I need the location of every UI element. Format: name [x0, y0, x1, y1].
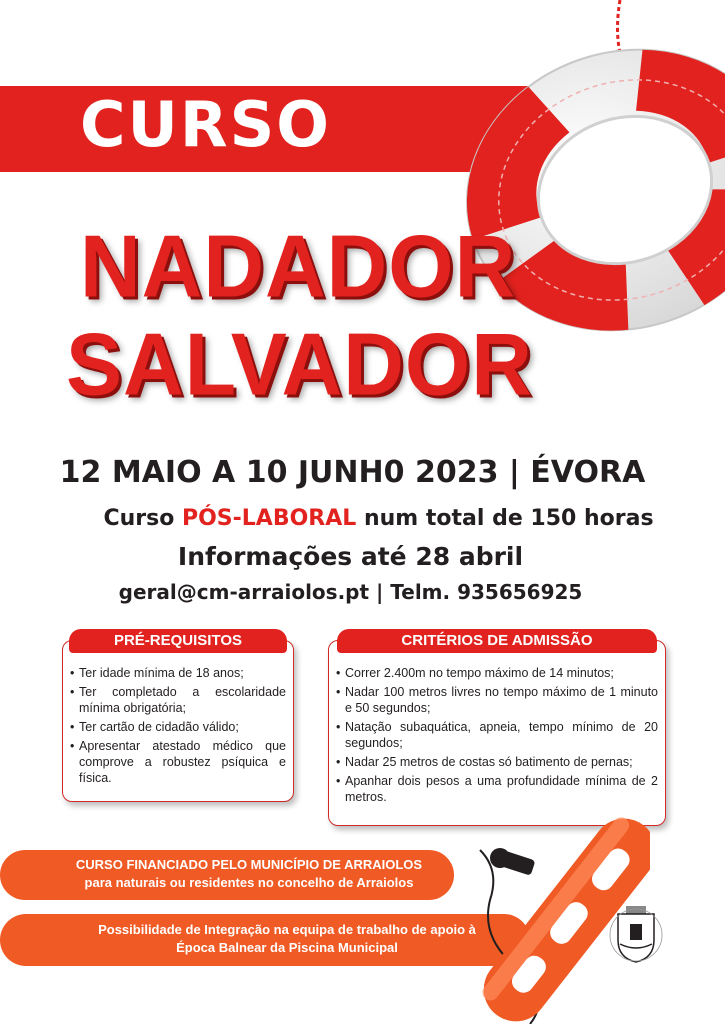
title-line-salvador: SALVADOR	[66, 314, 533, 414]
funding-line1: CURSO FINANCIADO PELO MUNICÍPIO DE ARRAIOLOS	[75, 857, 423, 872]
title-line-nadador: NADADOR	[80, 216, 517, 316]
list-item: • Apresentar atestado médico que comprove a robustez psíquica e física.	[70, 738, 286, 786]
integration-banner	[44, 914, 530, 966]
funding-line2: para naturais ou residentes no concelho de Arraiolos	[84, 875, 414, 890]
list-item: • Apanhar dois pesos a uma profundidade mínima de 2 metros.	[336, 773, 658, 805]
list-item: • Nadar 25 metros de costas só batimento de pernas;	[336, 754, 658, 770]
list-item: • Nadar 100 metros livres no tempo máximo de 1 minuto e 50 segundos;	[336, 684, 658, 716]
integration-line1: Possibilidade de Integração na equipa de trabalho de apoio à	[98, 922, 476, 937]
integration-line2: Época Balnear da Piscina Municipal	[176, 940, 398, 955]
contact-info: geral@cm-arraiolos.pt | Telm. 935656925	[118, 580, 583, 604]
admission-list	[336, 665, 658, 808]
course-suffix: num total de 150 horas	[363, 506, 654, 531]
list-item: • Natação subaquática, apneia, tempo mínimo de 20 segundos;	[336, 719, 658, 751]
course-highlight: PÓS-LABORAL	[181, 506, 357, 531]
prerequisites-list	[70, 665, 286, 789]
curso-title: CURSO	[80, 88, 331, 161]
dates-location: 12 MAIO A 10 JUNH0 2023 | ÉVORA	[59, 455, 646, 490]
list-item: • Ter cartão de cidadão válido;	[70, 719, 286, 735]
prerequisites-box	[62, 632, 294, 802]
list-item: • Correr 2.400m no tempo máximo de 14 minutos;	[336, 665, 658, 681]
admission-box	[328, 632, 666, 826]
municipal-crest-icon	[608, 900, 664, 970]
admission-title: CRITÉRIOS DE ADMISSÃO	[337, 629, 657, 653]
list-item: • Ter idade mínima de 18 anos;	[70, 665, 286, 681]
course-prefix: Curso	[103, 506, 175, 531]
funding-banner	[44, 850, 454, 900]
prerequisites-title: PRÉ-REQUISITOS	[69, 629, 287, 653]
course-description	[16, 506, 725, 531]
info-deadline: Informações até 28 abril	[177, 542, 524, 571]
whistle-icon	[490, 848, 535, 876]
list-item: • Ter completado a escolaridade mínima obrigatória;	[70, 684, 286, 716]
